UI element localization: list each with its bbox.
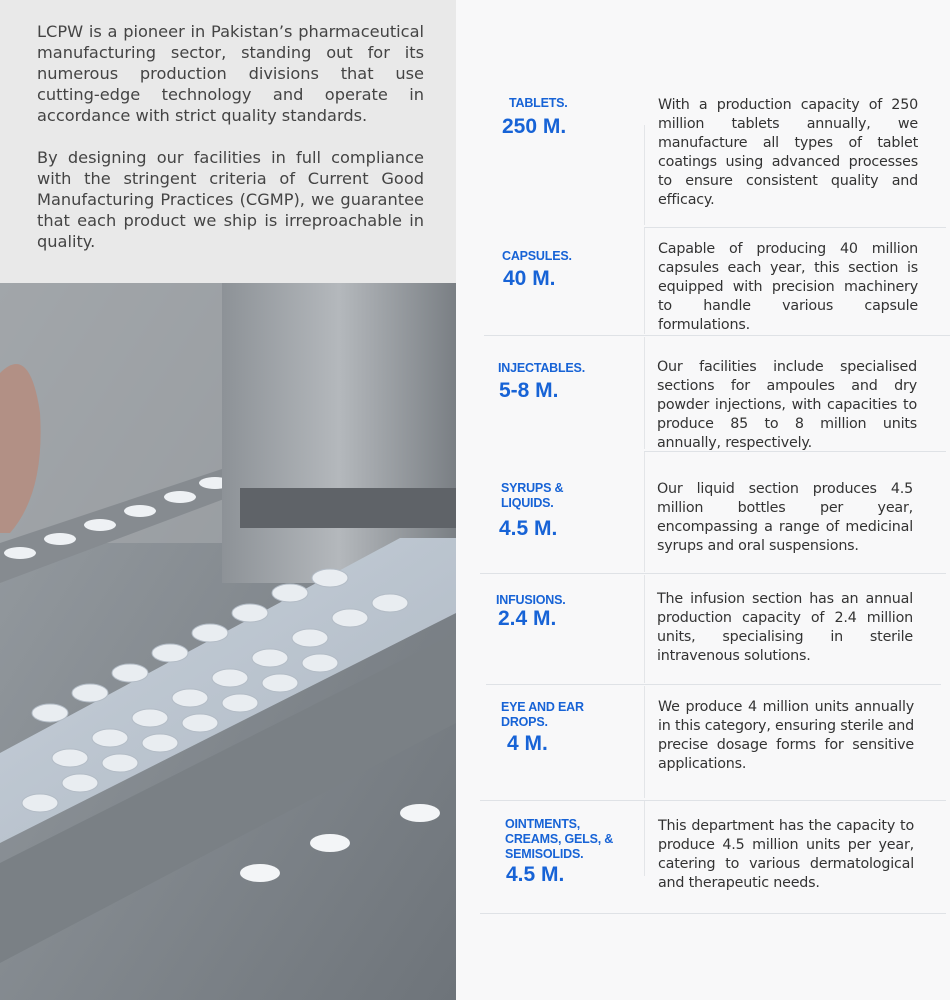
- left-column: [0, 0, 456, 1000]
- column-divider: [644, 575, 645, 683]
- division-capacity: 4 M.: [507, 732, 548, 755]
- division-description: We produce 4 million units annually in this category, ensuring sterile and precise dosage forms for sensitive applications.: [658, 699, 914, 772]
- divisions-panel: [456, 0, 950, 1000]
- division-category: OINTMENTS, CREAMS, GELS, & SEMISOLIDS.: [505, 817, 614, 861]
- division-category: INJECTABLES.: [498, 361, 585, 375]
- tablet-production-photo: [0, 283, 456, 1000]
- column-divider: [644, 452, 645, 572]
- division-description: The infusion section has an annual production capacity of 2.4 million units, specialising in sterile intravenous solutions.: [657, 591, 913, 664]
- row-divider: [486, 684, 941, 685]
- row-divider: [480, 573, 946, 574]
- division-capacity: 5-8 M.: [499, 379, 559, 402]
- column-divider: [644, 228, 645, 334]
- intro-panel: [0, 0, 456, 283]
- division-capacity: 2.4 M.: [498, 607, 557, 630]
- row-divider: [480, 913, 946, 914]
- division-description: Our facilities include specialised sections for ampoules and dry powder injections, with capacities to produce 85 to 8 million units annually, respectively.: [657, 359, 917, 451]
- division-description: This department has the capacity to produce 4.5 million units per year, catering to various dermatological and therapeutic needs.: [658, 818, 914, 891]
- division-category: EYE AND EAR DROPS.: [501, 700, 584, 729]
- intro-paragraph-2: By designing our facilities in full compliance with the stringent criteria of Current Good Manufacturing Practices (CGMP), we guarantee that each product we ship is irreproachable in quality.: [37, 148, 424, 251]
- division-description: Capable of producing 40 million capsules each year, this section is equipped with precision machinery to handle various capsule formulations.: [658, 241, 918, 333]
- column-divider: [644, 686, 645, 798]
- division-description: Our liquid section produces 4.5 million bottles per year, encompassing a range of medicinal syrups and oral suspensions.: [657, 481, 913, 554]
- division-capacity: 250 M.: [502, 115, 567, 138]
- column-divider: [644, 801, 645, 876]
- production-line-illustration: [0, 283, 456, 1000]
- division-description: With a production capacity of 250 million tablets annually, we manufacture all types of tablet coatings using advanced processes to ensure consistent quality and efficacy.: [658, 97, 918, 208]
- division-capacity: 40 M.: [503, 267, 556, 290]
- division-capacity: 4.5 M.: [499, 517, 558, 540]
- division-category: INFUSIONS.: [496, 593, 566, 607]
- row-divider: [644, 227, 946, 228]
- division-category: CAPSULES.: [502, 249, 572, 263]
- column-divider: [644, 125, 645, 225]
- division-capacity: 4.5 M.: [506, 863, 565, 886]
- division-category: SYRUPS & LIQUIDS.: [501, 481, 564, 510]
- column-divider: [644, 337, 645, 449]
- division-category: TABLETS.: [509, 96, 568, 110]
- intro-paragraph-1: LCPW is a pioneer in Pakistan’s pharmaceutical manufacturing sector, standing out for its numerous production divisions that use cutting-edge technology and operate in accordance with strict quality standards.: [37, 22, 424, 125]
- row-divider: [480, 800, 946, 801]
- row-divider: [484, 335, 950, 336]
